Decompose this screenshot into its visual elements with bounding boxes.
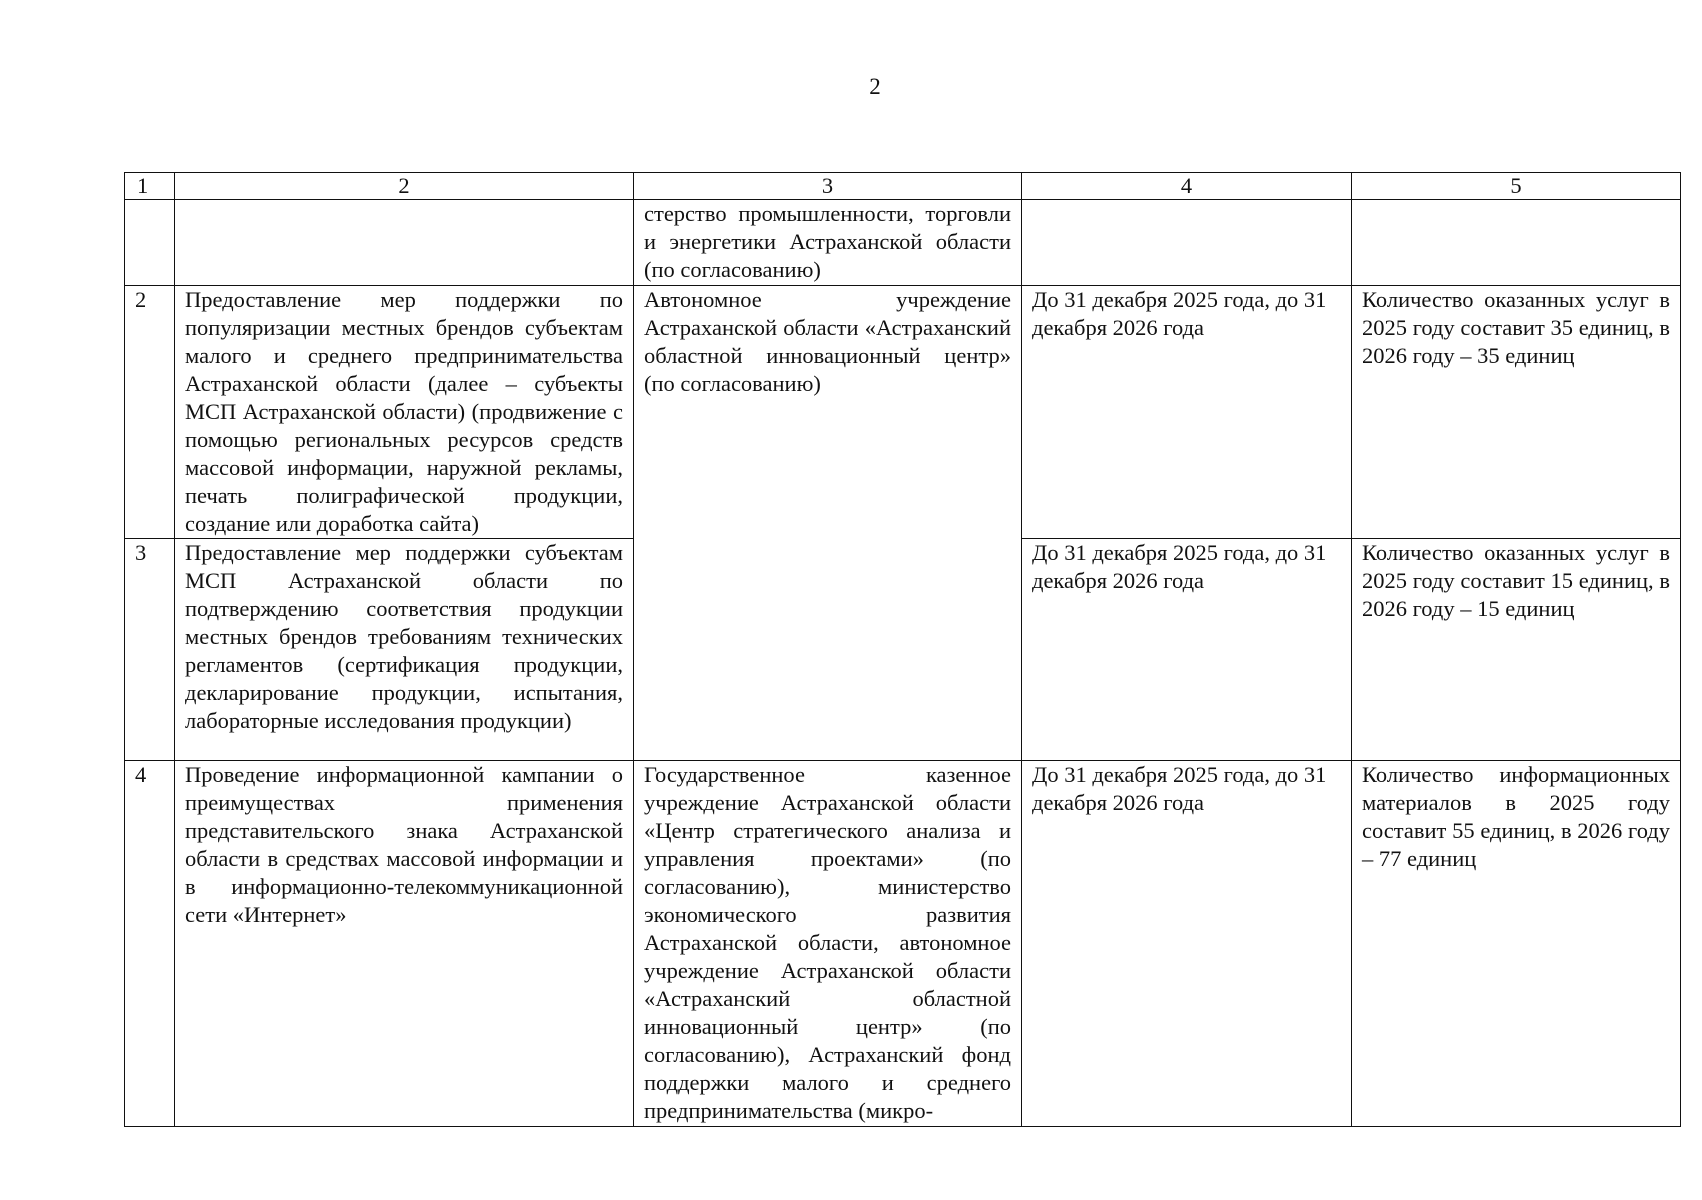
row-number: 4 bbox=[125, 761, 175, 1127]
table-row bbox=[125, 761, 1681, 1127]
row-number: 2 bbox=[125, 286, 175, 539]
executor-cell: стерство промышленности, торговли и энергетики Астраханской области (по согласованию) bbox=[634, 200, 1022, 286]
table-row bbox=[125, 286, 1681, 539]
column-header: 2 bbox=[175, 173, 634, 200]
row-number: 3 bbox=[125, 539, 175, 761]
table-header-row bbox=[125, 173, 1681, 200]
table-row bbox=[125, 200, 1681, 286]
indicator-cell: Количество оказанных услуг в 2025 году составит 35 единиц, в 2026 году – 35 единиц bbox=[1352, 286, 1681, 539]
column-header: 4 bbox=[1022, 173, 1352, 200]
executor-cell: Автономное учреждение Астраханской области «Астраханский областной инновационный центр» (по согласованию) bbox=[634, 286, 1022, 761]
measure-cell: Предоставление мер поддержки субъектам МСП Астраханской области по подтверждению соответствия продукции местных брендов требованиям технических регламентов (сертификация продукции, декларирование продукции, испытания, лабораторные исследования продукции) bbox=[175, 539, 634, 761]
column-header: 1 bbox=[125, 173, 175, 200]
executor-cell: Государственное казенное учреждение Астраханской области «Центр стратегического анализа и управления проектами» (по согласованию), министерство экономического развития Астраханской области, автономное учреждение Астраханской области «Астраханский областной инновационный центр» (по согласованию), Астраханский фонд поддержки малого и среднего предпринимательства (микро- bbox=[634, 761, 1022, 1127]
measure-cell: Проведение информационной кампании о преимуществах применения представительского знака Астраханской области в средствах массовой информации и в информационно-телекоммуникационной сети «Интернет» bbox=[175, 761, 634, 1127]
page-number: 2 bbox=[869, 74, 881, 99]
indicator-cell: Количество оказанных услуг в 2025 году составит 15 единиц, в 2026 году – 15 единиц bbox=[1352, 539, 1681, 761]
measure-cell bbox=[175, 200, 634, 286]
row-number bbox=[125, 200, 175, 286]
column-header: 5 bbox=[1352, 173, 1681, 200]
measure-cell: Предоставление мер поддержки по популяризации местных брендов субъектам малого и среднего предпринимательства Астраханской области (далее – субъекты МСП Астраханской области) (продвижение с помощью региональных ресурсов средств массовой информации, наружной рекламы, печать полиграфической продукции, создание или доработка сайта) bbox=[175, 286, 634, 539]
deadline-cell: До 31 декабря 2025 года, до 31 декабря 2026 года bbox=[1022, 286, 1352, 539]
deadline-cell: До 31 декабря 2025 года, до 31 декабря 2026 года bbox=[1022, 539, 1352, 761]
deadline-cell: До 31 декабря 2025 года, до 31 декабря 2026 года bbox=[1022, 761, 1352, 1127]
indicator-cell bbox=[1352, 200, 1681, 286]
deadline-cell bbox=[1022, 200, 1352, 286]
column-header: 3 bbox=[634, 173, 1022, 200]
indicator-cell: Количество информационных материалов в 2025 году составит 55 единиц, в 2026 году – 77 единиц bbox=[1352, 761, 1681, 1127]
measures-table bbox=[124, 172, 1681, 1127]
